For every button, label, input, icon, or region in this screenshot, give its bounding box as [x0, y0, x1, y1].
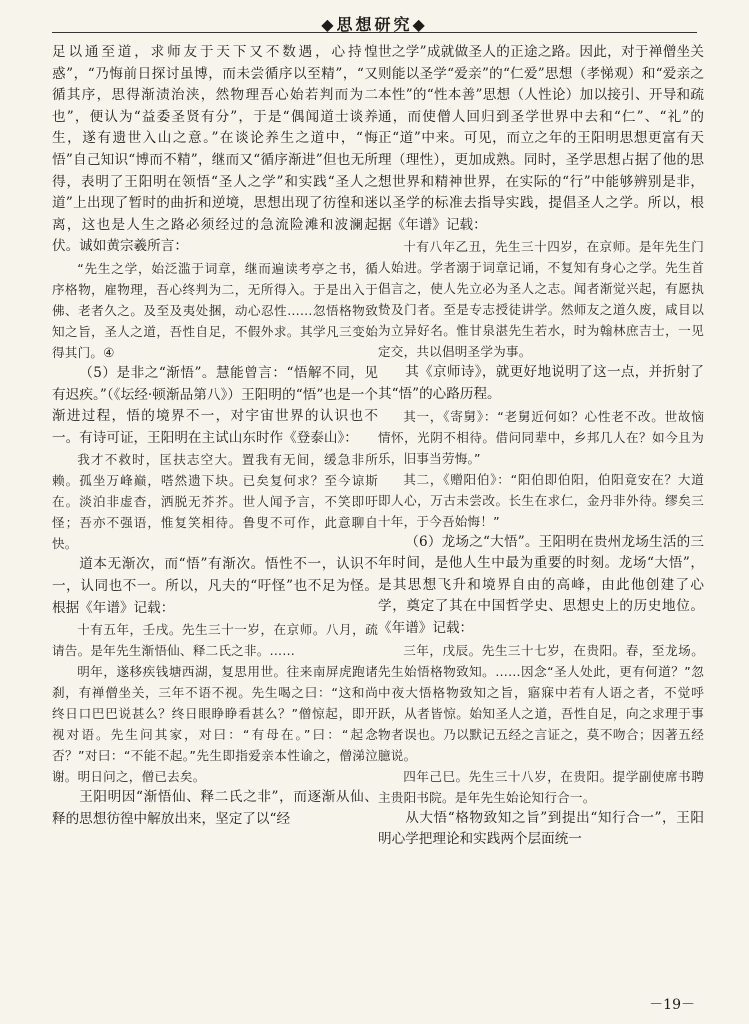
page-number: －19－: [649, 997, 695, 1013]
body-paragraph: 道本无渐次，而“悟”有渐次。悟性不一，认识不一，认同也不一。所以，凡夫的“吁怪”也不足为怪。根据《年谱》记载：: [52, 556, 378, 616]
body-paragraph: 足以通至道，求师友于天下又不数遇，心持惶惑”，“乃悔前日探讨虽博，而未尝循序以至精”，“又循其序，思得渐渍治浃，然物理吾心始若判而为二也”，便认为“益委圣贤有分”，于是“偶闻道士谈养生，遂有遗世入山之意。”在谈论养生之道中，“悔悟”自己知识“博而不精”，继而又“循序渐进”但也无所得，表明了王阳明在领悟“圣人之学”和实践“圣人之道”上出现了暂时的曲折和逆境，思想出现了彷徨和迷离，这也是人生之路必须经过的急流险滩和波澜起伏。诚如黄宗羲所言：: [52, 44, 378, 255]
quoted-passage: 十有八年乙丑，先生三十四岁，在京师。是年先生门人始进。学者溺于词章记诵，不复知有身心之学。先生首倡言之，使人先立必为圣人之志。闻者渐觉兴起，有愿执贽及门者。至是专志授徒讲学。然师友之道久废，咸目以为立异好名。惟甘泉湛先生若水，时为翰林庶吉士，一见定交，共以倡明圣学为事。: [378, 239, 704, 360]
quoted-passage: 三年，戊辰。先生三十七岁，在贵阳。春，至龙场。先生始悟格物致知。……因念“圣人处此，更有何道？”忽中夜大悟格物致知之旨，寤寐中若有人语之者，不觉呼跃，从者皆惊。始知圣人之道，吾性自足，向之求理于事物者误也。乃以默记五经之言证之，莫不吻合；因著五经臆说。: [378, 642, 704, 763]
quoted-passage: 明年，遂移疾钱塘西湖，复思用世。往来南屏虎跑诸刹，有禅僧坐关，三年不语不视。先生喝之曰：“这和尚终日口巴巴说甚么？终日眼睁睁看甚么？”僧惊起，即开视对语。先生问其家，对曰：“有母在。”曰：“起念否？”对曰：“不能不起。”先生即指爱亲本性谕之，僧涕泣谢。明日问之，僧已去矣。: [52, 664, 378, 785]
body-paragraph: （6）龙场之“大悟”。王阳明在贵州龙场生活的三年时间，是他人生中最为重要的时刻。龙场“大悟”，是其思想飞升和境界自由的高峰，由此他创建了心学，奠定了其在中国哲学史、思想史上的历史地位。《年谱》记载：: [378, 533, 704, 636]
quoted-passage: 我才不救时，匡扶志空大。置我有无间，缓急非所赖。孤坐万峰巅，嗒然遗下块。已矣复何求？至今谅斯在。淡泊非虚杳，洒脱无芥芥。世人闻予言，不笑即吁怪；吾亦不强语，惟复笑相待。鲁叟不可作，此意聊自快。: [52, 452, 378, 552]
header-rule: [52, 32, 697, 33]
body-paragraph: 世之学”成就做圣人的正途之路。因此，对于禅僧坐关则能以圣学“爱亲”的“仁爱”思想（孝悌观）和“爱亲之本性”的“性本善”思想（人性论）加以接引、开导和疏通，而使僧人回归到圣学世界中去和“仁”、“礼”的正“道”中来。可见，而立之年的王阳明思想更富有天理（理性），更加成熟。同时，圣学思想占据了他的思想世界和精神世界，在实际的“行”中能够辨别是非，以圣学的标准去指导实践，提倡圣人之学。所以，根据《年谱》记载：: [378, 44, 704, 233]
quoted-passage: “先生之学，始泛滥于词章，继而遍读考亭之书，循序格物，雇物理，吾心终判为二，无所得入。于是出入于佛、老者久之。及至及夷处捆，动心忍性……忽悟格物致知之旨，圣人之道，吾性自足，不假外求。其学凡三变始得其门。④: [52, 260, 378, 360]
quoted-passage: 四年己巳。先生三十八岁，在贵阳。提学副使席书聘主贵阳书院。是年先生始论知行合一。: [378, 768, 704, 805]
quoted-passage: 其二，《赠阳伯》：“阳伯即伯阳，伯阳竟安在？大道即人心，万古未尝改。长生在求仁，金丹非外待。缪矣三十年，于今吾始悔！”: [378, 471, 704, 529]
body-paragraph: （5）是非之“渐悟”。慧能曾言：“悟解不同，见有迟疾。”（《坛经·顿渐品第八》）王阳明的“悟”也是一个渐进过程，悟的境界不一，对宇宙世界的认识也不一。有诗可证，王阳明在主试山东时作《登泰山》：: [52, 364, 378, 446]
quoted-passage: 其一，《寄舅》：“老舅近何如？心性老不改。世故恼情怀，光阴不相待。借问同辈中，乡邦几人在？如今且为乐，旧事当劳悔。”: [378, 408, 704, 466]
left-column: [52, 42, 378, 992]
right-column: [378, 42, 704, 992]
body-paragraph: 其《京师诗》，就更好地说明了这一点，并折射了其“悟”的心路历程。: [378, 364, 704, 402]
body-paragraph: 王阳明因“渐悟仙、释二氏之非”，而逐渐从仙、释的思想彷徨中解放出来，坚定了以“经: [52, 789, 378, 827]
body-paragraph: 从大悟“格物致知之旨”到提出“知行合一”，王阳明心学把理论和实践两个层面统一: [378, 809, 704, 848]
quoted-passage: 十有五年，壬戌。先生三十一岁，在京师。八月，疏请告。是年先生渐悟仙、释二氏之非。……: [52, 622, 378, 659]
section-title: ◆思想研究◆: [321, 15, 428, 34]
